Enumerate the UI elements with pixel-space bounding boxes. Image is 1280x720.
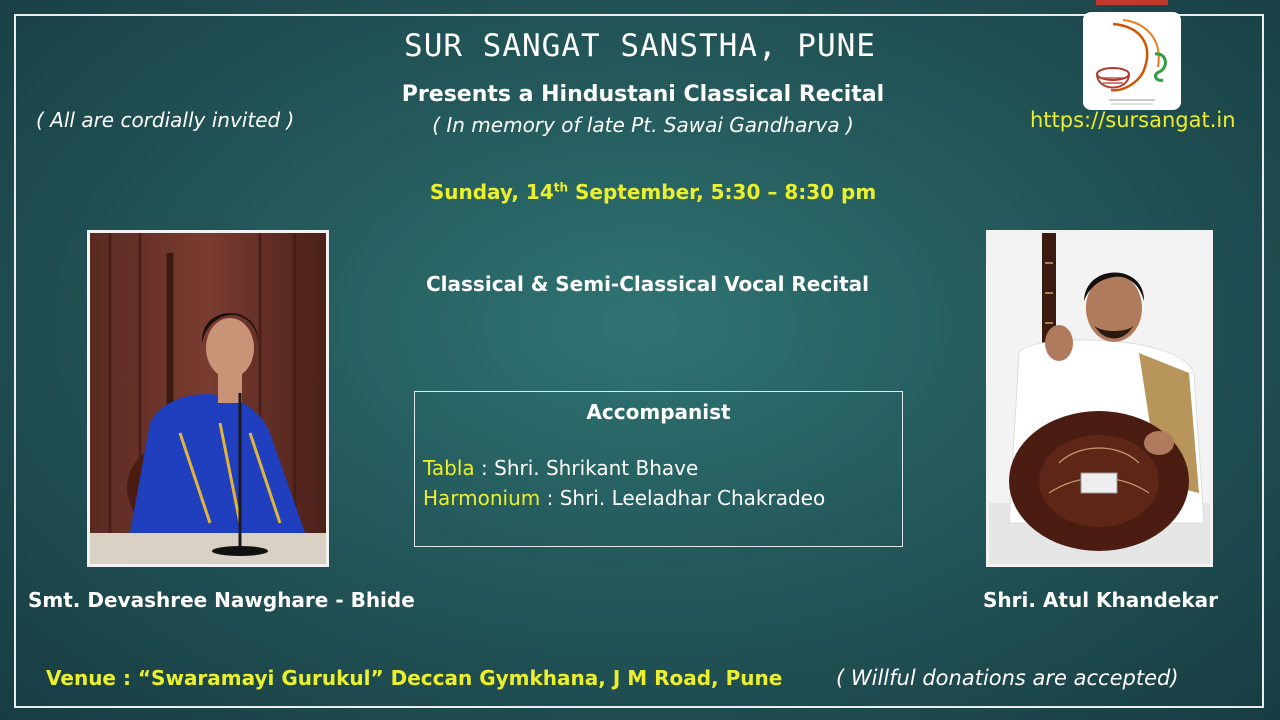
website-link[interactable]: https://sursangat.in — [1030, 108, 1236, 132]
artist-photo-right — [986, 230, 1213, 567]
recital-type: Classical & Semi-Classical Vocal Recital — [426, 272, 869, 296]
memory-subtitle: ( In memory of late Pt. Sawai Gandharva ) — [432, 113, 854, 137]
accompanist-row-tabla: Tabla : Shri. Shrikant Bhave — [423, 456, 699, 480]
artist-name-left: Smt. Devashree Nawghare - Bhide — [28, 588, 415, 612]
accompanist-box — [414, 391, 903, 547]
artist-photo-left — [87, 230, 329, 567]
artist-name-right: Shri. Atul Khandekar — [983, 588, 1219, 612]
accompanist-title: Accompanist — [586, 400, 731, 424]
accompanist-row-harmonium: Harmonium : Shri. Leeladhar Chakradeo — [423, 486, 826, 510]
org-title: SUR SANGAT SANSTHA, PUNE — [404, 28, 876, 64]
donations-note: ( Willful donations are accepted) — [836, 666, 1179, 690]
invitation-note: ( All are cordially invited ) — [36, 108, 295, 132]
event-date: Sunday, 14th September, 5:30 – 8:30 pm — [429, 180, 877, 204]
presents-heading: Presents a Hindustani Classical Recital — [401, 82, 885, 107]
venue-text: Venue : “Swaramayi Gurukul” Deccan Gymkhana, J M Road, Pune — [46, 666, 783, 690]
logo-accent-bar — [1096, 0, 1168, 5]
